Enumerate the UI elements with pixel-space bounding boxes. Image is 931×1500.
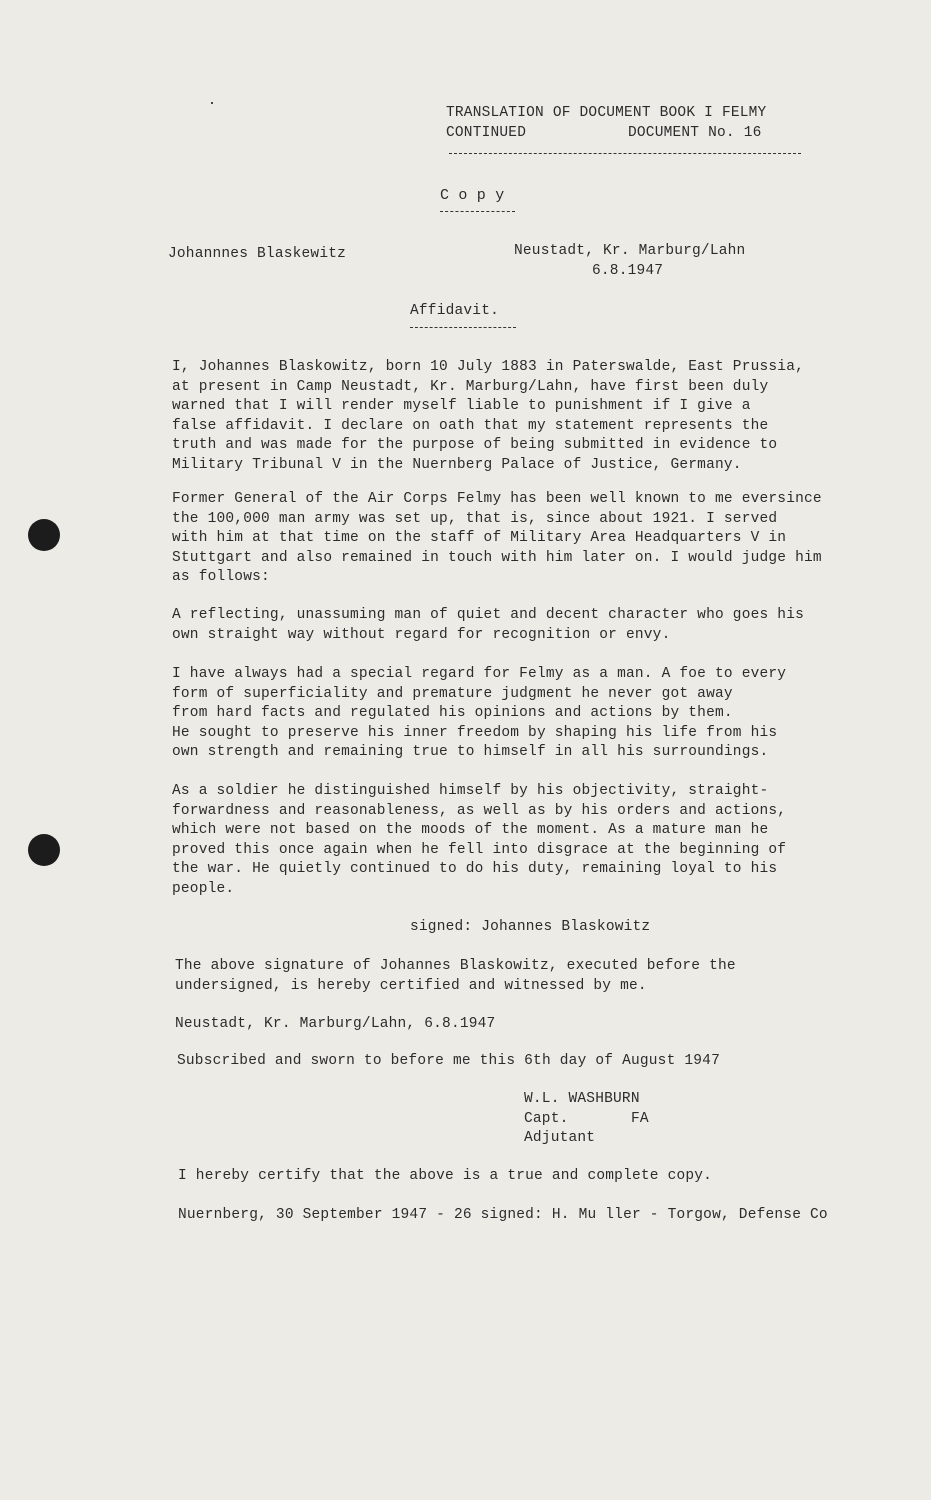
copy-underline (440, 211, 515, 212)
paragraph-regard (172, 665, 892, 763)
paragraph-line: A reflecting, unassuming man of quiet and decent character who goes his (172, 607, 805, 623)
officer-title: Adjutant (524, 1130, 596, 1146)
author-name: Johannnes Blaskewitz (168, 246, 347, 262)
paragraph-line: people. (172, 880, 235, 897)
paragraph-line: the war. He quietly continued to do his duty, remaining loyal to his (172, 861, 778, 877)
paragraph-line: form of superficiality and premature judgment he never got away (172, 685, 733, 702)
paragraph-line: false affidavit. I declare on oath that my statement represents the (172, 417, 769, 434)
officer-name: W.L. WASHBURN (524, 1091, 640, 1107)
paragraph-line: I have always had a special regard for Felmy as a man. A foe to every (172, 666, 787, 682)
copy-title: C o p y (440, 187, 505, 204)
paragraph-line: forwardness and reasonableness, as well as by his orders and actions, (172, 802, 787, 819)
paragraph-line: proved this once again when he fell into disgrace at the beginning of (172, 841, 787, 858)
officer-branch: FA (631, 1111, 649, 1127)
paragraph-oath (172, 358, 892, 475)
paragraph-line: Stuttgart and also remained in touch with him later on. I would judge him (172, 549, 822, 566)
signed-line: signed: Johannes Blaskowitz (410, 919, 651, 935)
paragraph-line: warned that I will render myself liable to punishment if I give a (172, 398, 751, 414)
affidavit-underline (410, 327, 516, 328)
paper-speck (211, 102, 213, 104)
paragraph-line: as follows: (172, 569, 270, 585)
affidavit-title: Affidavit. (410, 303, 500, 319)
paragraph-line: He sought to preserve his inner freedom by shaping his life from his (172, 724, 778, 741)
paragraph-line: truth and was made for the purpose of being submitted in evidence to (172, 437, 778, 453)
sworn-line: Subscribed and sworn to before me this 6th day of August 1947 (177, 1053, 720, 1069)
punch-hole-top (28, 519, 60, 551)
paragraph-line: with him at that time on the staff of Military Area Headquarters V in (172, 530, 787, 546)
officer-rank: Capt. (524, 1111, 569, 1127)
paragraph-character (172, 606, 892, 645)
paragraph-line: Military Tribunal V in the Nuernberg Palace of Justice, Germany. (172, 456, 742, 473)
paragraph-line: As a soldier he distinguished himself by his objectivity, straight- (172, 783, 769, 799)
place-line: Neustadt, Kr. Marburg/Lahn (514, 243, 746, 259)
header-rule (449, 153, 801, 154)
paragraph-line: the 100,000 man army was set up, that is, since about 1921. I served (172, 510, 778, 527)
header-title: TRANSLATION OF DOCUMENT BOOK I FELMY (446, 105, 767, 121)
paragraph-line: Former General of the Air Corps Felmy has been well known to me eversince (172, 491, 822, 507)
punch-hole-bottom (28, 834, 60, 866)
paragraph-acquaintance (172, 490, 892, 588)
paragraph-line: which were not based on the moods of the moment. As a mature man he (172, 822, 769, 838)
footer-line: Nuernberg, 30 September 1947 - 26 signed: H. Mu ller - Torgow, Defense Co (178, 1207, 828, 1223)
certification-line-2: undersigned, is hereby certified and witnessed by me. (175, 978, 647, 994)
header-document-number: DOCUMENT No. 16 (628, 125, 762, 141)
true-copy-line: I hereby certify that the above is a true and complete copy. (178, 1168, 713, 1184)
paragraph-line: own strength and remaining true to himself in all his surroundings. (172, 744, 769, 760)
paragraph-soldier (172, 782, 892, 899)
paragraph-line: I, Johannes Blaskowitz, born 10 July 1883 in Paterswalde, East Prussia, (172, 359, 805, 375)
certification-line-1: The above signature of Johannes Blaskowitz, executed before the (175, 958, 736, 974)
paragraph-line: from hard facts and regulated his opinions and actions by them. (172, 705, 733, 721)
header-continued: CONTINUED (446, 125, 527, 141)
paragraph-line: at present in Camp Neustadt, Kr. Marburg/Lahn, have first been duly (172, 378, 769, 395)
place-date-line: Neustadt, Kr. Marburg/Lahn, 6.8.1947 (175, 1016, 496, 1032)
date-line: 6.8.1947 (592, 263, 664, 279)
paragraph-line: own straight way without regard for recognition or envy. (172, 626, 671, 643)
